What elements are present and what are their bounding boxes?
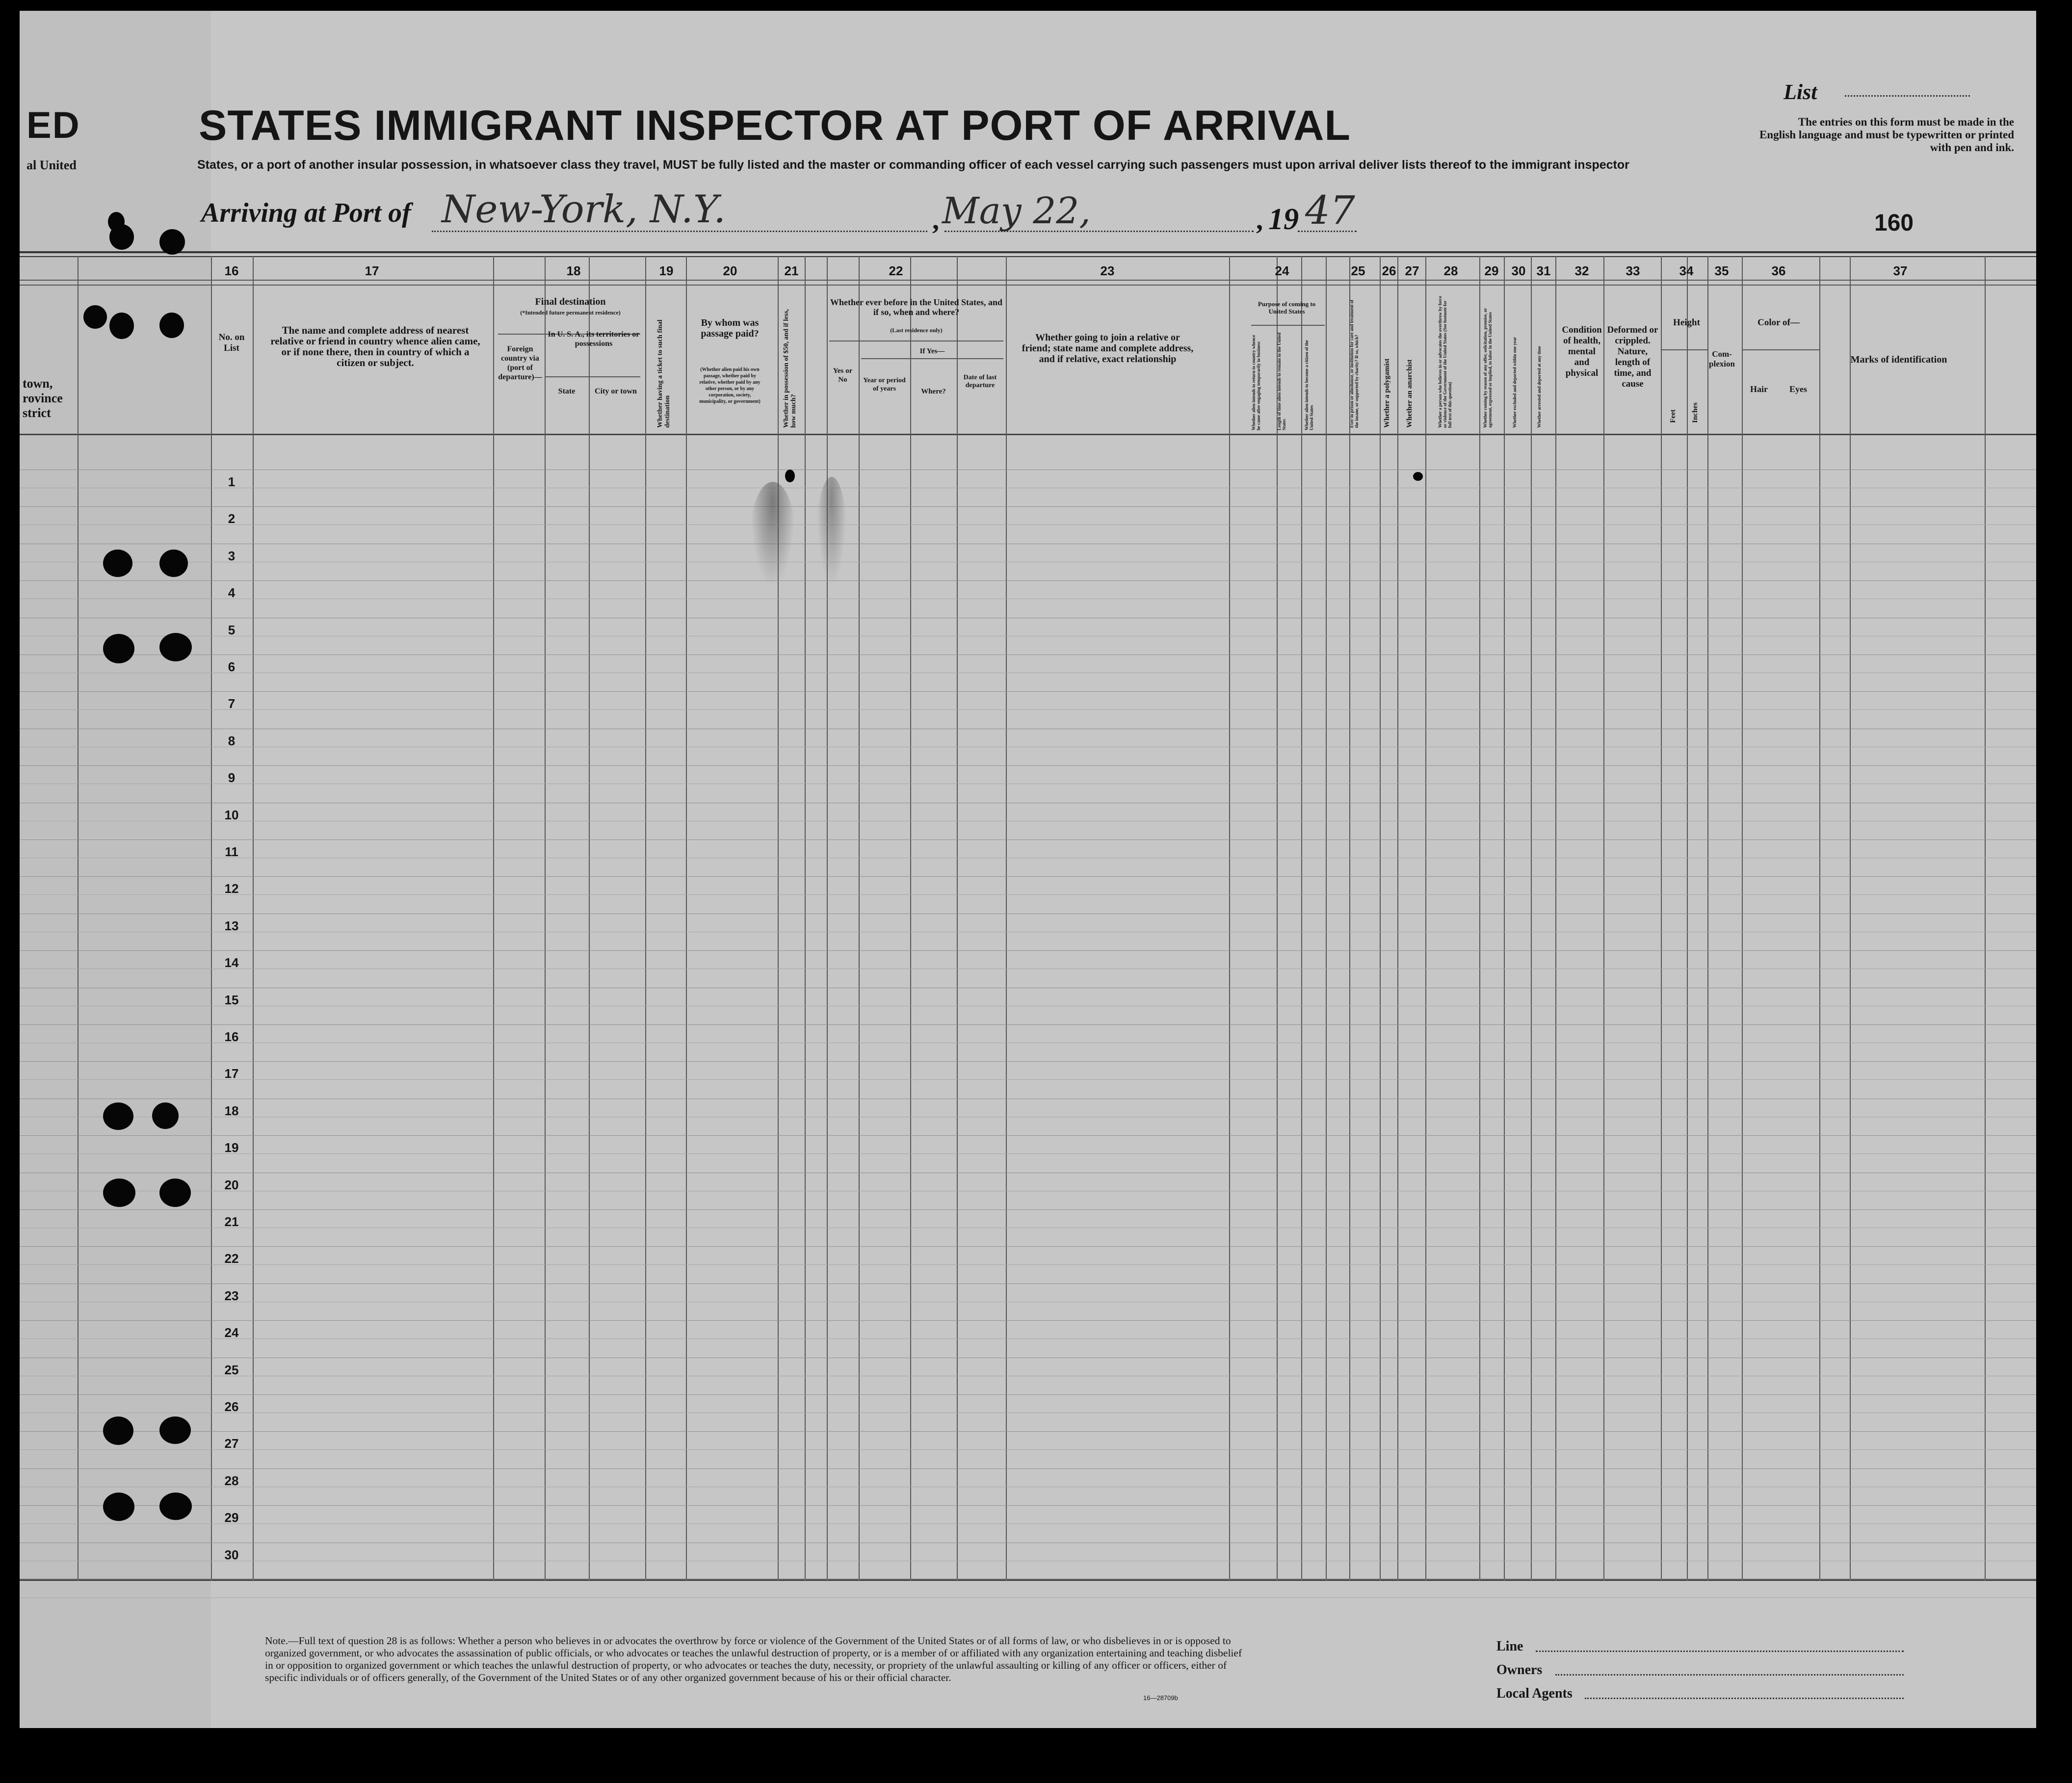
- row-number: 14: [224, 955, 239, 970]
- punch-hole: [159, 633, 192, 661]
- owners-label: Owners: [1496, 1662, 1543, 1678]
- column-line: [957, 256, 958, 1581]
- row-line: [20, 1024, 2036, 1025]
- row-line: [20, 1209, 2036, 1210]
- punch-hole: [109, 224, 134, 250]
- separator-comma: ,: [1256, 205, 1263, 236]
- column-line: [1397, 256, 1398, 1581]
- punch-hole: [159, 550, 188, 577]
- row-number: 20: [224, 1178, 239, 1192]
- column-number: 36: [1771, 263, 1786, 278]
- punch-hole: [103, 1493, 134, 1521]
- col-24-c: Whether alien intends to become a citizen of the United States: [1304, 340, 1314, 430]
- col-26-header: Whether a polygamist: [1383, 358, 1391, 428]
- row-line: [20, 1338, 2036, 1339]
- row-number: 7: [228, 696, 236, 711]
- column-line: [211, 256, 212, 1581]
- col-31-header: Whether arrested and deported at any time: [1537, 346, 1542, 428]
- arriving-label: Arriving at Port of: [201, 198, 411, 228]
- col-22-title: Whether ever before in the United States, and if so, when and where?: [830, 297, 1002, 317]
- row-number: 9: [228, 770, 236, 785]
- row-line: [20, 1264, 2036, 1265]
- row-number: 24: [224, 1325, 239, 1340]
- column-line: [1985, 256, 1986, 1581]
- line-signature-line: [1536, 1651, 1904, 1652]
- column-line: [1531, 256, 1532, 1581]
- punch-hole: [109, 313, 134, 339]
- separator-comma: ,: [932, 205, 939, 236]
- column-line: [589, 256, 590, 1581]
- col-18-city: City or town: [595, 387, 637, 395]
- column-line: [778, 256, 779, 1581]
- row-line: [20, 580, 2036, 581]
- col-22-date: Date of last departure: [963, 374, 997, 389]
- row-line: [20, 1579, 2036, 1580]
- column-number: 17: [365, 263, 379, 278]
- row-number: 3: [228, 549, 236, 563]
- row-line: [20, 691, 2036, 692]
- row-line: [20, 524, 2036, 525]
- local-agents-signature-line: [1585, 1698, 1904, 1699]
- column-line: [805, 256, 806, 1581]
- form-instructions: The entries on this form must be made in the English language and must be typewritten or printed with pen and ink.: [1759, 116, 2014, 154]
- header-divider: [1251, 325, 1325, 326]
- column-number: 32: [1574, 263, 1589, 278]
- punch-hole: [103, 1179, 135, 1207]
- margin-fragment-ed: ED: [26, 105, 80, 146]
- col-22-yesno: Yes or No: [833, 367, 853, 384]
- col-18-state: State: [558, 387, 576, 395]
- row-number: 5: [228, 623, 236, 637]
- column-number: 37: [1893, 263, 1908, 278]
- column-number: 31: [1536, 263, 1551, 278]
- margin-fragment-united: al United: [26, 158, 77, 172]
- column-number: 16: [224, 263, 239, 278]
- col-17-header: The name and complete address of nearest relative or friend in country whence alien came, or if none there, then in country of which a citizen or subject.: [270, 324, 480, 368]
- row-number: 16: [224, 1029, 239, 1044]
- row-number: 22: [224, 1251, 239, 1266]
- col-16-header: No. on List: [218, 332, 245, 353]
- row-line: [20, 1431, 2036, 1432]
- col-18-title: Final destination: [535, 296, 606, 307]
- punch-hole: [103, 1102, 133, 1130]
- column-line: [1277, 256, 1278, 1581]
- column-line: [1006, 256, 1007, 1581]
- column-number: 35: [1714, 263, 1729, 278]
- col-32-header: Condition of health, mental and physical: [1562, 325, 1602, 378]
- column-number: 18: [566, 263, 581, 278]
- row-number: 29: [224, 1510, 239, 1525]
- table-top-rule: [20, 256, 2036, 257]
- col-24-title: Purpose of coming to United States: [1258, 300, 1316, 315]
- punch-hole: [83, 305, 107, 329]
- row-line: [20, 1135, 2036, 1136]
- column-line: [1687, 256, 1688, 1581]
- margin-fragment-line: strict: [23, 406, 51, 420]
- column-line: [493, 256, 494, 1581]
- row-number: 23: [224, 1288, 239, 1303]
- header-divider: [545, 376, 640, 377]
- column-line: [1425, 256, 1426, 1581]
- column-number: 29: [1484, 263, 1499, 278]
- list-label: List: [1783, 80, 1817, 104]
- page-title: STATES IMMIGRANT INSPECTOR AT PORT OF ARRIVAL: [199, 102, 1351, 149]
- row-number: 17: [224, 1066, 239, 1081]
- col-34-feet: Feet: [1669, 409, 1677, 423]
- row-line: [20, 1320, 2036, 1321]
- col-20-note: (Whether alien paid his own passage, whether paid by relative, whether paid by any other person, or by any corporation, society, municipality, or government): [699, 367, 761, 404]
- row-number: 12: [224, 881, 239, 896]
- column-number: 34: [1679, 263, 1694, 278]
- line-label: Line: [1496, 1639, 1523, 1654]
- column-line: [1504, 256, 1505, 1581]
- col-22-note: (Last residence only): [890, 327, 943, 334]
- column-number-rule: [20, 280, 2036, 281]
- column-line: [645, 256, 646, 1581]
- col-37-header: Marks of identification: [1850, 354, 1947, 365]
- column-number: 24: [1275, 263, 1289, 278]
- row-number: 13: [224, 918, 239, 933]
- row-line: [20, 1394, 2036, 1395]
- column-line: [1326, 256, 1327, 1581]
- col-34-inches: Inches: [1691, 402, 1699, 423]
- row-number: 30: [224, 1547, 239, 1562]
- col-20-title: By whom was passage paid?: [701, 317, 759, 339]
- row-number: 26: [224, 1399, 239, 1414]
- col-36-title: Color of—: [1757, 317, 1800, 328]
- ink-blot: [785, 470, 795, 482]
- row-number: 4: [228, 585, 236, 600]
- column-line: [1661, 256, 1662, 1581]
- col-22-year: Year or period of years: [863, 377, 906, 393]
- col-34-title: Height: [1673, 317, 1700, 328]
- column-line: [253, 256, 254, 1581]
- row-number: 2: [228, 511, 236, 526]
- column-line: [1555, 256, 1556, 1581]
- column-line: [859, 256, 860, 1581]
- column-number: 30: [1511, 263, 1526, 278]
- row-number: 25: [224, 1363, 239, 1377]
- column-number: 22: [889, 263, 903, 278]
- row-number: 15: [224, 993, 239, 1007]
- header-divider: [1661, 349, 1707, 350]
- header-divider: [1742, 349, 1819, 350]
- row-line: [20, 1449, 2036, 1450]
- col-35-header: Com-plexion: [1709, 349, 1735, 368]
- column-line: [910, 256, 911, 1581]
- column-number: 20: [723, 263, 737, 278]
- page-subtitle: States, or a port of another insular possession, in whatsoever class they travel, MUST be fully listed and the master or commanding officer of each vessel carrying such passengers must upon arrival deliver lists thereof to the immigrant inspector: [197, 158, 1629, 172]
- table-top-rule: [20, 251, 2036, 253]
- punch-hole: [103, 550, 132, 577]
- sheet-number: 160: [1874, 210, 1914, 236]
- column-number: 25: [1351, 263, 1365, 278]
- col-24-b: Length of time alien intends to remain in the United States: [1277, 332, 1286, 430]
- ink-blot: [1413, 472, 1423, 481]
- local-agents-label: Local Agents: [1496, 1686, 1573, 1701]
- row-number: 10: [224, 808, 239, 822]
- row-line: [20, 950, 2036, 951]
- row-number: 21: [224, 1214, 239, 1229]
- list-number-line: [1845, 95, 1970, 97]
- punch-hole: [159, 1416, 191, 1444]
- row-line: [20, 506, 2036, 507]
- col-25-header: Ever in prison or almshouse, or institution for care and treatment of the insane, or supported by charity? If so, which?: [1349, 300, 1359, 428]
- header-bottom-rule: [20, 434, 2036, 435]
- column-number: 26: [1382, 263, 1396, 278]
- row-line: [20, 876, 2036, 877]
- col-21-header: Whether in possession of $50, and if less, how much?: [783, 309, 797, 428]
- punch-hole: [103, 1416, 133, 1445]
- header-divider: [861, 358, 1003, 359]
- column-number: 27: [1405, 263, 1419, 278]
- column-number: 33: [1626, 263, 1640, 278]
- row-line: [20, 1468, 2036, 1469]
- column-number: 28: [1443, 263, 1458, 278]
- col-28-header: Whether a person who believes in or advocates the overthrow by force or violence of the Government of the United States (See footnote for full text of this question): [1438, 295, 1452, 428]
- margin-fragment-line: town,: [23, 376, 53, 391]
- column-line: [1819, 256, 1820, 1581]
- column-line: [1707, 256, 1708, 1581]
- punch-hole: [159, 229, 185, 255]
- port-handwritten: New-York, N.Y.: [442, 187, 726, 232]
- col-29-header: Whether coming by reason of any offer, solicitation, promise, or agreement, expressed or implied, to labor in the United States: [1483, 308, 1493, 428]
- column-line: [1349, 256, 1350, 1581]
- column-line: [686, 256, 687, 1581]
- col-18-foreign: Foreign country via (port of departure)—: [498, 345, 542, 381]
- column-line: [1742, 256, 1743, 1581]
- row-number: 27: [224, 1436, 239, 1451]
- left-margin-strip: [20, 11, 211, 1728]
- col-30-header: Whether excluded and deported within one year: [1512, 337, 1517, 428]
- column-number-rule: [20, 285, 2036, 286]
- column-number: 23: [1100, 263, 1115, 278]
- form-number: 16—28709b: [1143, 1694, 1178, 1702]
- owners-signature-line: [1555, 1674, 1904, 1676]
- year-prefix: 19: [1268, 203, 1299, 236]
- row-line: [20, 1523, 2036, 1524]
- punch-hole: [159, 313, 184, 338]
- column-line: [545, 256, 546, 1581]
- footnote-question-28: Note.—Full text of question 28 is as follows: Whether a person who believes in or advocates the overthrow by force or violence of the Government of the United States or of all forms of law, or who disbelieves in or is opposed to organized government, or who advocates the assassination of public officials, or who advocates or teaches the unlawful destruction of property, or is a member of or affiliated with any organization entertaining and teaching disbelief in or opposition to organized government or which teaches the unlawful destruction of property, or who advocates or teaches the duty, necessity, or propriety of the unlawful assaulting or killing of any officer or officers, either of specific individuals or of officers generally, of the Government of the United States or of any other organized government because of his or their official character.: [265, 1635, 1242, 1683]
- column-line: [1229, 256, 1230, 1581]
- row-number: 11: [225, 844, 238, 859]
- col-22-ifyes: If Yes—: [919, 347, 945, 355]
- col-19-header: Whether having a ticket to such final destination: [656, 319, 671, 428]
- ink-smudge: [751, 482, 795, 585]
- row-line: [20, 709, 2036, 710]
- col-18-note: (*Intended future permanent residence): [520, 309, 621, 316]
- margin-fragment-town: [23, 376, 63, 420]
- col-23-header: Whether going to join a relative or friend; state name and complete address, and if relative, exact relationship: [1022, 332, 1194, 365]
- row-line: [20, 765, 2036, 766]
- row-number: 19: [224, 1140, 239, 1155]
- row-number: 6: [228, 659, 236, 674]
- column-line: [827, 256, 828, 1581]
- row-line: [20, 894, 2036, 895]
- column-line: [1380, 256, 1381, 1581]
- row-number: 1: [228, 474, 236, 489]
- punch-hole: [152, 1102, 179, 1129]
- col-18-usa: In U. S. A., its territories or possessions: [548, 330, 640, 348]
- row-line: [20, 1061, 2036, 1062]
- col-22-where: Where?: [921, 388, 946, 395]
- col-27-header: Whether an anarchist: [1406, 359, 1414, 428]
- manifest-sheet: [20, 11, 2036, 1728]
- row-line: [20, 1079, 2036, 1080]
- punch-hole: [103, 634, 134, 663]
- year-handwritten: 47: [1305, 187, 1355, 233]
- column-number: 21: [784, 263, 799, 278]
- column-line: [1479, 256, 1480, 1581]
- column-line: [1301, 256, 1302, 1581]
- column-line: [78, 256, 79, 1581]
- row-number: 8: [228, 734, 236, 748]
- row-number: 28: [224, 1473, 239, 1488]
- col-36-eyes: Eyes: [1789, 384, 1807, 394]
- col-36-hair: Hair: [1750, 384, 1768, 394]
- column-number: 19: [659, 263, 674, 278]
- row-line: [20, 839, 2036, 840]
- col-24-a: Whether alien intends to return to country whence he came after engaging temporarily in business: [1251, 335, 1261, 430]
- column-line: [1603, 256, 1604, 1581]
- margin-fragment-line: rovince: [23, 391, 63, 405]
- punch-hole: [159, 1493, 192, 1520]
- date-handwritten: May 22,: [942, 190, 1091, 232]
- ink-smudge: [817, 477, 846, 585]
- punch-hole: [159, 1179, 191, 1207]
- row-line: [20, 1246, 2036, 1247]
- col-33-header: Deformed or crippled. Nature, length of time, and cause: [1607, 325, 1658, 389]
- column-line: [1850, 256, 1851, 1581]
- row-line: [20, 1505, 2036, 1506]
- row-number: 18: [224, 1103, 239, 1118]
